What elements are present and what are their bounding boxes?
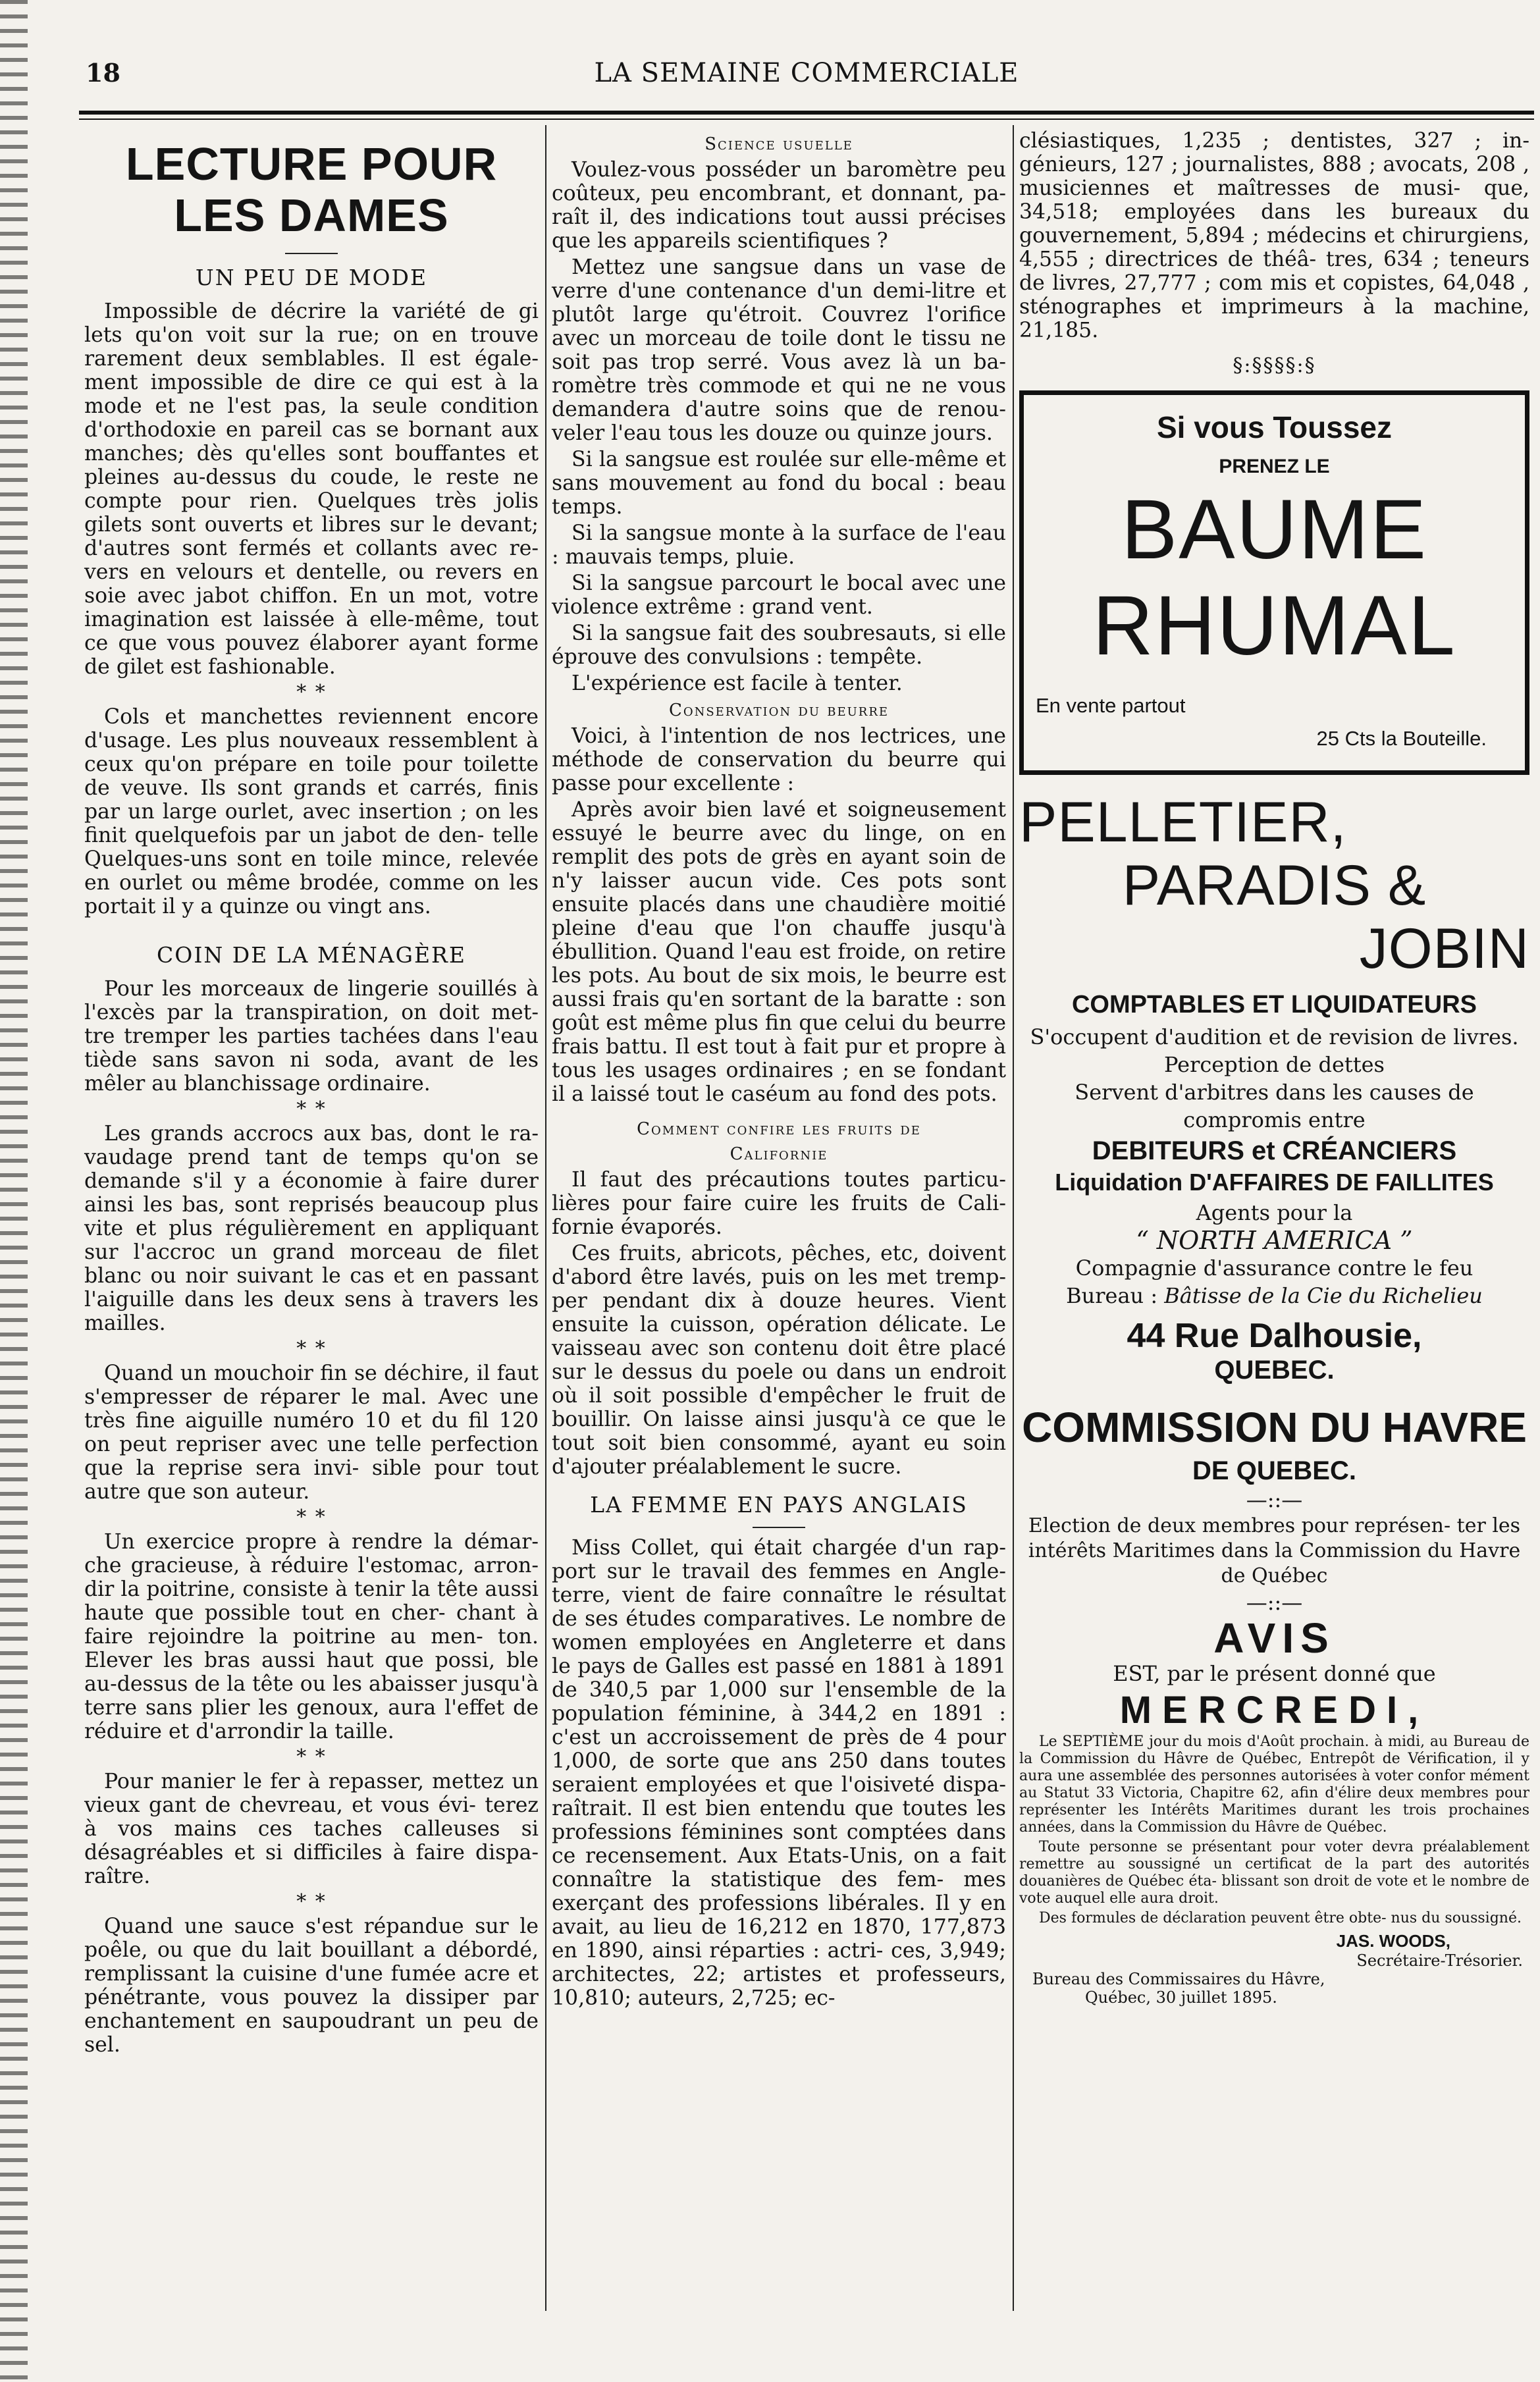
paragraph: Si la sangsue monte à la surface de l'eau : mauvais temps, pluie. [552, 521, 1006, 569]
paragraph: Les grands accrocs aux bas, dont le ra- vaudage prend tant de temps qu'on se demande s'il y a économie à faire durer ainsi les bas, sont reprisés beaucoup plus vite et plus régulièrement en appliquant sur l'accroc un grand morceau de filet blanc ou noir suivant le cas et en passant l'aiguille dans les deux sens à travers les mailles. [84, 1122, 539, 1335]
firm-name: JOBIN [1359, 917, 1529, 980]
paragraph: Pour les morceaux de lingerie souillés à l'excès par la transpiration, on doit met- tre tremper les parties tachées dans l'eau tiède sans savon ni soda, avant de les mêler au blanchissage ordinaire. [84, 977, 539, 1096]
signature: JAS. WOODS, [1336, 1931, 1450, 1951]
ad-text: S'occupent d'audition et de revision de livres. [1030, 1024, 1519, 1049]
paragraph: Après avoir bien lavé et soigneusement essuyé le beurre avec du linge, on en remplit des pots de grès en ayant soin de n'y laisser aucun vide. Ces pots sont ensuite placés dans une chaudière moitié pleine d'eau que l'on chauffe jusqu'à ébullition. Quand l'eau est froide, on retire les pots. Au bout de six mois, le beurre est aussi frais qu'en sortant de la baratte : son goût est même plus fin que celui du beurre frais battu. Il est tout à fait pur et propre à tous les usages ordinaires ; en se fondant il a laissé tout le caséum au fond des pots. [552, 798, 1006, 1106]
separator: —::— [1246, 1487, 1303, 1512]
header-rule-thin [79, 119, 1534, 120]
ad-text: Servent d'arbitres dans les causes de compromis entre [1075, 1080, 1474, 1132]
ad-text: EST, par le présent donné que [1113, 1661, 1436, 1686]
paragraph: Quand une sauce s'est répandue sur le poêle, ou que du lait bouillant a débordé, remplissant la cuisine d'une fumée acre et pénétrante, vous pouvez la dissiper par enchantement en saupoudrant un peu de sel. [84, 1915, 539, 2057]
paragraph: Toute personne se présentant pour voter devra préalablement remettre au soussigné un certificat de la part des autorités douanières de Québec éta- blissant son droit de vote et le nombre de vote auquel elle aura droit. [1019, 1839, 1529, 1907]
paragraph: Quand un mouchoir fin se déchire, il faut s'empresser de réparer le mal. Avec une très fine aiguille numéro 10 et du fil 120 on peut repriser avec une telle perfection que la reprise sera invi- sible pour tout autre que son auteur. [84, 1362, 539, 1504]
paragraph: Si la sangsue fait des soubresauts, si elle éprouve des convulsions : tempête. [552, 622, 1006, 669]
ad-subtitle: DE QUEBEC. [1192, 1456, 1356, 1485]
paragraph: Il faut des précautions toutes particu- lières pour faire cuire les fruits de Cali- fornie évaporés. [552, 1168, 1006, 1239]
ad-text: DEBITEURS et CRÉANCIERS [1092, 1136, 1457, 1165]
asterism: * * [296, 1506, 327, 1529]
firm-name: PELLETIER, [1019, 791, 1347, 854]
ad-place: Bureau des Commissaires du Hâvre, [1032, 1970, 1325, 1988]
ad-text: Agents pour la [1196, 1200, 1353, 1225]
asterism: * * [296, 1890, 327, 1913]
short-rule [753, 1527, 805, 1528]
paragraph: L'expérience est facile à tenter. [571, 672, 903, 695]
paragraph: Voulez-vous posséder un baromètre peu coûteux, peu encombrant, et donnant, pa- raît il, des indications tout aussi précises que les appareils scientifiques ? [552, 158, 1006, 253]
ad-product: RHUMAL [1092, 579, 1456, 673]
ad-product: BAUME [1121, 483, 1428, 577]
page-header [79, 58, 1534, 104]
paragraph: Voici, à l'intention de nos lectrices, une méthode de conservation du beurre qui passe pour excellente : [552, 724, 1006, 795]
paragraph: Ces fruits, abricots, pêches, etc, doivent d'abord être lavés, puis on les met tremp- per pendant dix à douze heures. Vient ensuite la cuisson, opération délicate. Le vaisseau avec son contenu doit être placé sur le dessus du poele ou dans un endroit où il soit possible d'empêcher le fruit de bouillir. On laisse ainsi jusqu'à ce que le tout soit bien consommé, ayant eu soin d'ajouter préalablement le sucre. [552, 1242, 1006, 1479]
column-2 [552, 129, 1006, 2013]
paragraph: Pour manier le fer à repasser, mettez un vieux gant de chevreau, et vous évi- terez à vos mains ces taches calleuses si désagréables et si difficiles à faire dispa- raître. [84, 1770, 539, 1888]
ad-city: QUEBEC. [1214, 1356, 1335, 1385]
column-rule [1013, 125, 1014, 2311]
column-3 [1019, 129, 1529, 2007]
ad-date: Québec, 30 juillet 1895. [1085, 1988, 1277, 2007]
ad-availability: En vente partout [1036, 694, 1186, 717]
short-rule [285, 253, 338, 254]
paragraph: Le SEPTIÈME jour du mois d'Août prochain. à midi, au Bureau de la Commission du Hâvre de Québec, Entrepôt de Vérification, il y aura une assemblée des personnes autorisées à voter confor mément au Statut 33 Victoria, Chapitre 62, afin d'élire deux membres pour représenter les Intérêts Maritimes durant les trois prochaines années, dans la Commission du Hâvre de Québec. [1019, 1734, 1529, 1836]
page-number: 18 [86, 58, 120, 88]
asterism: * * [296, 681, 327, 704]
asterism: * * [296, 1098, 327, 1121]
section-heading: Comment confire les fruits de [637, 1119, 921, 1139]
paragraph: Si la sangsue est roulée sur elle-même et sans mouvement au fond du bocal : beau temps. [552, 448, 1006, 519]
scan-edge [0, 0, 28, 2382]
asterism: * * [296, 1745, 327, 1768]
article-title: LECTURE POUR LES DAMES [125, 138, 498, 241]
ad-address: 44 Rue Dalhousie, [1127, 1317, 1422, 1355]
ad-text: Compagnie d'assurance contre le feu [1075, 1256, 1474, 1281]
running-title: LA SEMAINE COMMERCIALE [594, 58, 1019, 88]
column-1 [84, 129, 539, 2059]
ad-text: Bâtisse de la Cie du Richelieu [1164, 1283, 1483, 1308]
signature-title: Secrétaire-Trésorier. [1356, 1951, 1523, 1970]
section-heading: LA FEMME EN PAYS ANGLAIS [590, 1492, 968, 1518]
section-heading: COIN DE LA MÉNAGÈRE [157, 942, 466, 968]
avis-heading: AVIS [1213, 1614, 1335, 1662]
firm-name: PARADIS & [1122, 854, 1427, 917]
paragraph: Impossible de décrire la variété de gi lets qu'on voit sur la rue; on en trouve rarement deux semblables. Il est égale- ment impossible de dire ce qui est à la mode et ne l'est pas, la seule condition d'orthodoxie en pareil cas se bornant aux manches; dès qu'elles sont bouffantes et pleines au-dessus du coude, le reste ne compte pour rien. Quelques très jolis gilets sont ouverts et libres sur le devant; d'autres sont fermés et collants avec re- vers en velours et dentelle, ou revers en soie avec jabot chiffon. En un mot, votre imagination est laissée à elle-même, tout ce que vous pouvez élaborer ayant forme de gilet est fashionable. [84, 300, 539, 679]
ad-subline: PRENEZ LE [1219, 456, 1330, 477]
section-heading: Science usuelle [704, 134, 853, 154]
section-heading: Conservation du beurre [668, 701, 889, 720]
baume-rhumal-ad [1019, 390, 1529, 775]
ad-address-line [1019, 1282, 1529, 1310]
mercredi-heading: MERCREDI, [1119, 1689, 1429, 1732]
ad-text: Election de deux membres pour représen- ter les intérêts Maritimes dans la Commission du Havre de Québec [1028, 1514, 1521, 1587]
ad-text: Liquidation D'AFFAIRES DE FAILLITES [1055, 1169, 1494, 1196]
ad-text: Perception de dettes [1164, 1052, 1385, 1077]
pelletier-ad [1019, 791, 1529, 1385]
asterism: * * [296, 1337, 327, 1360]
paragraph: Miss Collet, qui était chargée d'un rap- port sur le travail des femmes en Angle- terre, vient de faire connaître le résultat de ses études comparatives. Le nombre de women employées en Angleterre et dans le pays de Galles est passé en 1881 à 1891 de 340,5 par 1,000 sur l'ensemble de la population féminine, à 344,2 en 1891 : c'est un accroissement de près de 4 pour 1,000, de sorte que ans 250 dans toutes seraient employées et que l'oisiveté dispa- raîtrait. Il est bien entendu que toutes les professions féminines sont comptées dans ce recensement. Aux Etats-Unis, on a fait connaître la statistique des fem- mes exerçant des professions libérales. Il y en avait, au lieu de 16,212 en 1870, 177,873 en 1890, ainsi réparties : actri- ces, 3,949; architectes, 22; artistes et professeurs, 10,810; auteurs, 2,725; ec- [552, 1536, 1006, 2010]
paragraph: clésiastiques, 1,235 ; dentistes, 327 ; in- génieurs, 127 ; journalistes, 888 ; avocats, 208 , musiciennes et maîtresses de musi- que, 34,518; employées dans les bureaux du gouvernement, 5,894 ; médecins et chirurgiens, 4,555 ; directrices de théâ- tres, 634 ; teneurs de livres, 27,777 ; com mis et copistes, 64,048 , sténographes et imprimeurs à la machine, 21,185. [1019, 129, 1529, 342]
ad-text: “ NORTH AMERICA ” [1136, 1226, 1413, 1255]
paragraph: Si la sangsue parcourt le bocal avec une violence extrême : grand vent. [552, 571, 1006, 619]
paragraph: Mettez une sangsue dans un vase de verre d'une contenance d'un demi-litre et plutôt large qu'étroit. Couvrez l'orifice avec un morceau de toile dont le tissu ne soit pas trop serré. Vous avez là un ba- romètre très commode et qui ne ne vous demandera d'autre soins que de renou- veler l'eau tous les douze ou quinze jours. [552, 255, 1006, 445]
commission-ad [1019, 1404, 1529, 2007]
paragraph: Cols et manchettes reviennent encore d'usage. Les plus nouveaux ressemblent à ceux qu'on prépare en toile pour toilette de veuve. Ils sont grands et carrés, finis par un large ourlet, avec insertion ; on les finit quelquefois par un jabot de den- telle Quelques-uns sont en toile mince, relevée en ourlet ou même brodée, comme on les portait il y a quinze ou vingt ans. [84, 705, 539, 918]
separator: —::— [1246, 1590, 1303, 1615]
header-rule [79, 111, 1534, 115]
firm-subtitle: COMPTABLES ET LIQUIDATEURS [1071, 991, 1477, 1019]
section-heading: UN PEU DE MODE [195, 265, 428, 290]
ad-title: COMMISSION DU HAVRE [1022, 1404, 1527, 1451]
ad-price: 25 Cts la Bouteille. [1316, 727, 1487, 750]
ornament-rule: §:§§§§:§ [1233, 354, 1316, 377]
column-rule [545, 125, 546, 2311]
section-heading: Californie [730, 1144, 828, 1164]
ad-headline: Si vous Toussez [1156, 410, 1393, 444]
ad-text: Bureau : [1066, 1283, 1158, 1308]
paragraph: Un exercice propre à rendre la démar- che gracieuse, à réduire l'estomac, arron- dir la poitrine, consiste à tenir la tête aussi haute que possible tout en cher- chant à faire rejoindre la poitrine au men- ton. Elever les bras aussi haut que possi, ble au-dessus de la tête ou les abaisser jusqu'à terre sans plier les genoux, aura l'effet de réduire et d'arrondir la taille. [84, 1530, 539, 1743]
paragraph: Des formules de déclaration peuvent être obte- nus du soussigné. [1039, 1910, 1522, 1926]
